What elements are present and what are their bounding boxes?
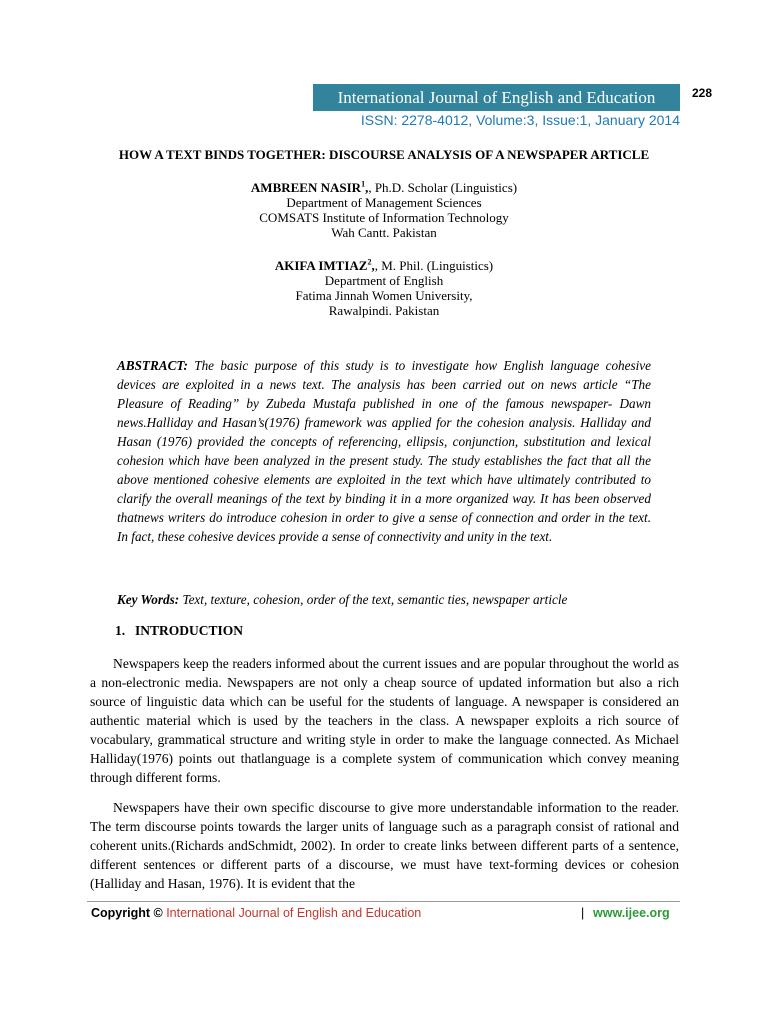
author-1-name: AMBREEN NASIR <box>250 180 362 195</box>
keywords-text: Text, texture, cohesion, order of the text, semantic ties, newspaper article <box>182 592 568 607</box>
section-heading-introduction <box>115 623 243 639</box>
page-number: 228 <box>692 86 713 100</box>
author-2 <box>150 258 618 318</box>
issn-line: ISSN: 2278-4012, Volume:3, Issue:1, January 2014 <box>360 112 680 128</box>
body-paragraph-2: Newspapers have their own specific discourse to give more understandable information to the reader. The term discourse points towards the larger units of language such as a paragraph consist of rational and coherent units.(Richards andSchmidt, 2002). In order to create links between different parts of a sentence, different sentences or different parts of a discourse, we must have text-forming devices or cohesion (Halliday and Hasan, 1976). It is evident that the <box>90 800 679 891</box>
keywords <box>117 592 651 608</box>
author-2-affiliation-location: Rawalpindi. Pakistan <box>328 303 440 318</box>
author-1-sup: 1 <box>361 179 366 189</box>
author-1 <box>150 180 618 240</box>
paper-title: HOW A TEXT BINDS TOGETHER: DISCOURSE ANALYSIS OF A NEWSPAPER ARTICLE <box>118 147 650 162</box>
author-1-affiliation-location: Wah Cantt. Pakistan <box>331 225 437 240</box>
abstract <box>117 356 651 546</box>
author-2-degree: , M. Phil. (Linguistics) <box>374 258 494 273</box>
abstract-text: The basic purpose of this study is to investigate how English language cohesive devices are exploited in a news text. The analysis has been carried out on news article “The Pleasure of Reading” by Zubeda Mustafa published in one of the famous newspaper- Dawn news.Halliday and Hasan’s(1976) framework was applied for the cohesion analysis. Halliday and Hasan (1976) provided the concepts of referencing, ellipsis, conjunction, substitution and lexical cohesion which have been analyzed in the present study. The study establishes the fact that all the above mentioned cohesive elements are exploited in the text which have ultimately contributed to clarify the overall meanings of the text by binding it in a more organized way. It has been observed thatnews writers do introduce cohesion in order to give a sense of connection and order in the text. In fact, these cohesive devices provide a sense of connectivity and unity in the text. <box>117 358 652 544</box>
author-2-sup: 2 <box>367 257 372 267</box>
author-2-affiliation-institute: Fatima Jinnah Women University, <box>295 288 473 303</box>
abstract-label: ABSTRACT: <box>117 358 188 373</box>
author-2-name: AKIFA IMTIAZ <box>274 258 368 273</box>
keywords-label: Key Words: <box>117 592 180 607</box>
section-title: INTRODUCTION <box>135 623 244 638</box>
author-2-affiliation-department: Department of English <box>324 273 444 288</box>
author-1-line: AMBREEN NASIR$^1$,, Ph.D. Scholar (Linguistics) <box>250 179 518 195</box>
author-1-affiliation-department: Department of Management Sciences <box>286 195 482 210</box>
footer <box>91 906 671 920</box>
author-2-line: AKIFA IMTIAZ$^2$,, M. Phil. (Linguistics) <box>274 257 494 273</box>
footer-separator: | <box>581 906 585 920</box>
footer-copyright: Copyright © <box>91 906 163 920</box>
footer-url-link[interactable]: www.ijee.org <box>593 906 670 920</box>
journal-name-banner: International Journal of English and Education <box>313 84 680 111</box>
footer-journal-name: International Journal of English and Education <box>166 906 422 920</box>
footer-divider <box>87 901 680 902</box>
section-number: 1. <box>115 623 126 638</box>
author-1-degree: , Ph.D. Scholar (Linguistics) <box>368 180 518 195</box>
author-1-affiliation-institute: COMSATS Institute of Information Technology <box>259 210 509 225</box>
body-paragraph-1: Newspapers keep the readers informed about the current issues and are popular throughout the world as a non-electronic media. Newspapers are not only a cheap source of updated information but also a rich source of linguistic data which can be useful for the students of language. A newspaper is considered an authentic material which is used by the teachers in the class. A newspaper exploits a rich source of vocabulary, grammatical structure and writing style in order to make the language connected. As Michael Halliday(1976) points out thatlanguage is a complete system of communication which convey meaning through different forms. <box>90 656 679 785</box>
